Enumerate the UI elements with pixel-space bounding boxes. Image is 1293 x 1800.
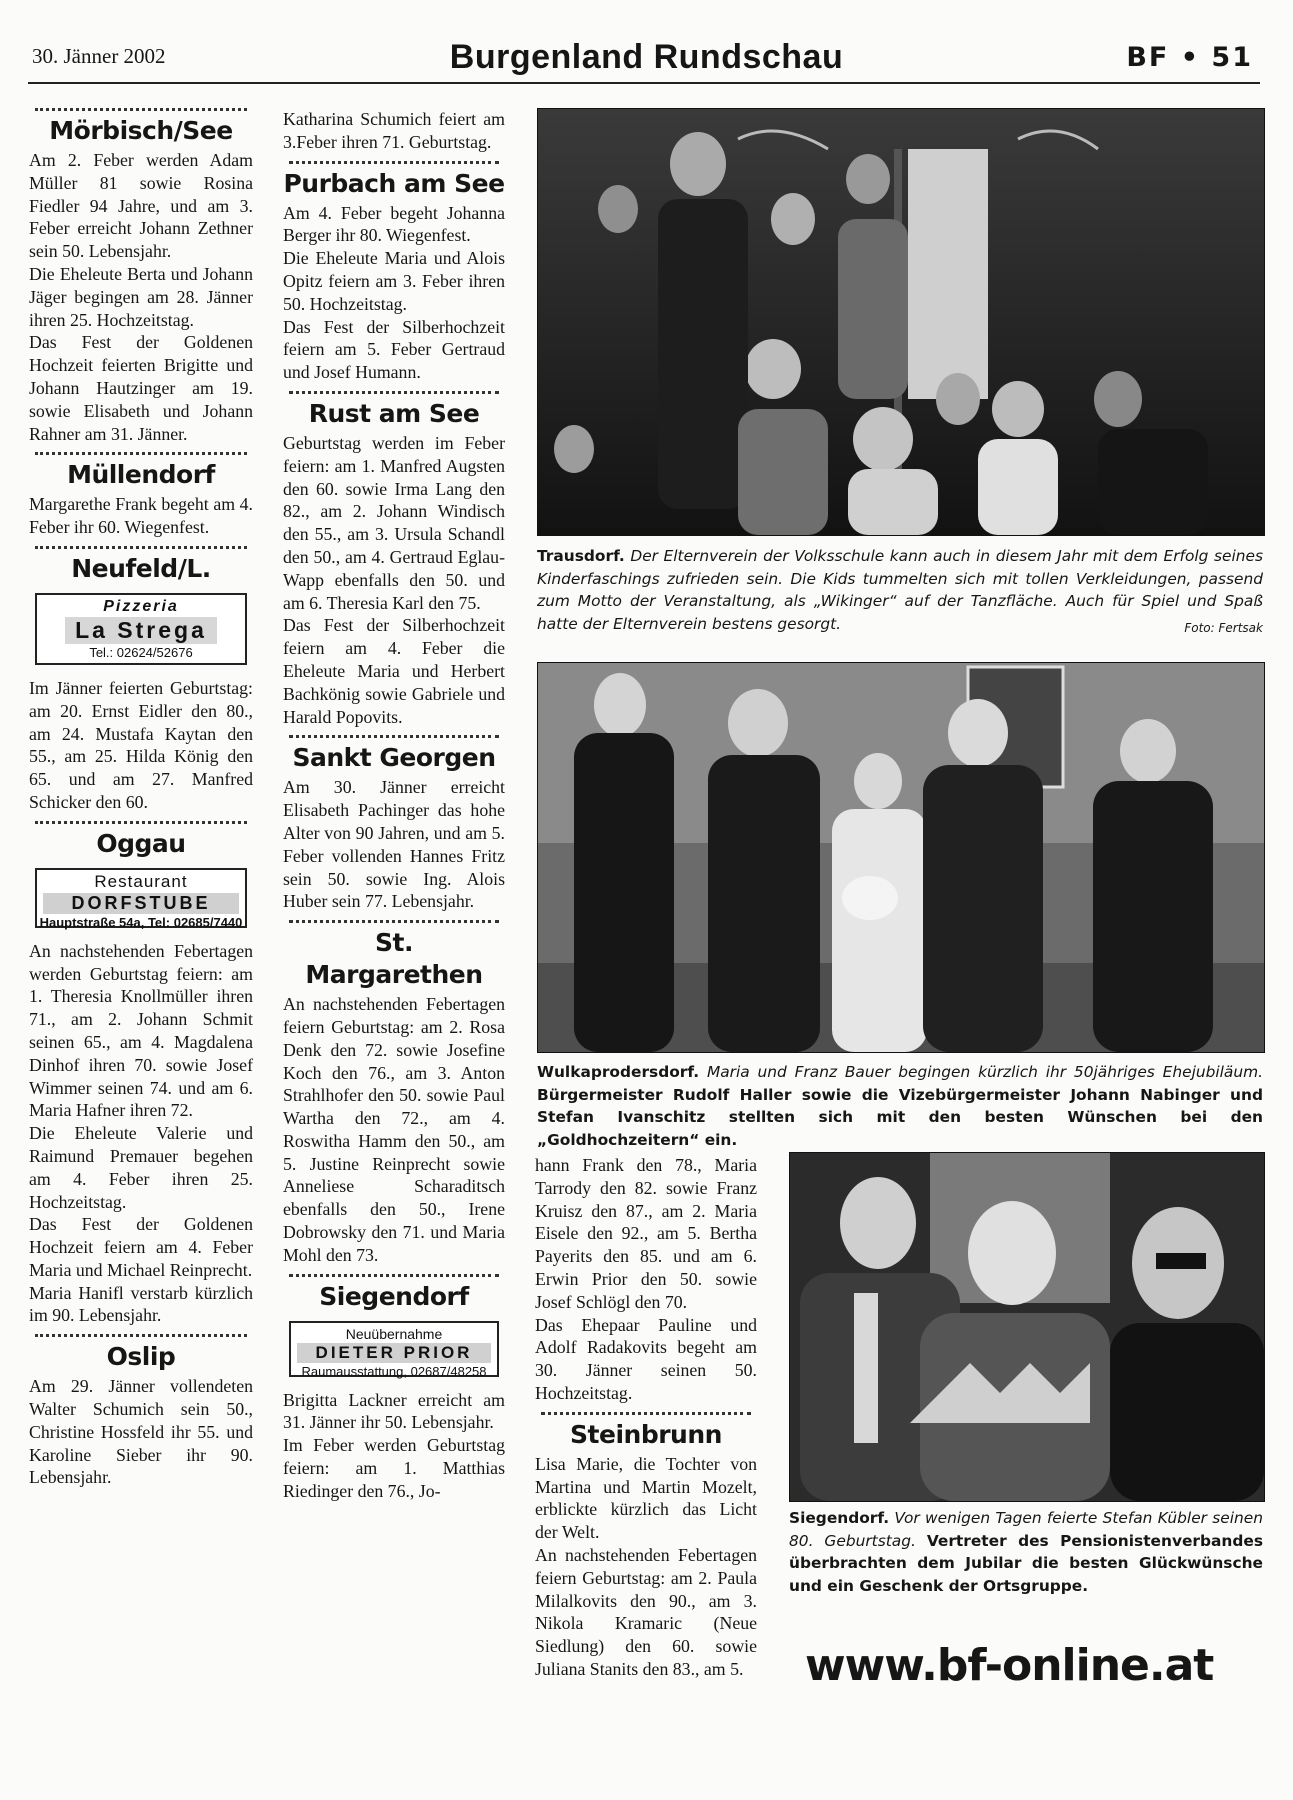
article-text: Lisa Marie, die Tochter von Martina und Martin Mozelt, erblickte kürzlich das Licht der Welt. xyxy=(535,1453,757,1543)
ad-line: DIETER PRIOR xyxy=(297,1343,491,1363)
article-text: Die Eheleute Maria und Alois Opitz feiern am 3. Feber ihren 50. Hochzeitstag. xyxy=(283,248,505,314)
article-text: Im Jänner feierten Geburtstag: am 20. Ernst Eidler den 80., am 24. Mustafa Kaytan den 55., am 25. Hilda König den 65. und am 27. Manfred Schicker den 60. xyxy=(29,677,253,812)
article-text: Im Feber werden Geburtstag feiern: am 1. Matthias Riedinger den 76., Jo- xyxy=(283,1435,505,1501)
dotted-divider xyxy=(289,920,499,923)
dotted-divider xyxy=(289,161,499,164)
article-text: Das Fest der Silberhochzeit feiern am 4. Feber die Eheleute Maria und Herbert Bachkönig sowie Gabriele und Harald Popovits. xyxy=(283,615,505,727)
advertisement-restaurant xyxy=(35,868,247,928)
article-text: An nachstehenden Febertagen werden Geburtstag feiern: am 1. Theresia Knollmüller ihren 71., am 2. Johann Schmit seinen 65., am 4. Magdalena Dinhof ihren 70. sowie Josef Wimmer seinen 74. und am 6. Maria Hafner ihren 72. xyxy=(29,940,253,1121)
article-text: Katharina Schumich feiert am 3.Feber ihren 71. Geburtstag. xyxy=(283,109,505,152)
caption-text-bold: Vertreter des Pensionistenverbandes überbrachten dem Jubilar die besten Glückwünsche und ein Geschenk der Ortsgruppe. xyxy=(789,1531,1263,1595)
column-1 xyxy=(29,108,253,1489)
advertisement-raumausstattung xyxy=(289,1321,499,1377)
photo-siegendorf-image xyxy=(790,1153,1264,1501)
caption-text: Maria und Franz Bauer begingen kürzlich ihr 50jähriges Ehejubiläum. xyxy=(706,1063,1263,1081)
town-heading-moerbisch: Mörbisch/See xyxy=(49,116,233,145)
dotted-divider xyxy=(35,821,247,824)
ad-line: Tel.: 02624/52676 xyxy=(89,644,193,660)
article-text: Brigitta Lackner erreicht am 31. Jänner ihr 50. Lebensjahr. xyxy=(283,1389,505,1433)
dotted-divider xyxy=(35,546,247,549)
article-text: Am 2. Feber werden Adam Müller 81 sowie Rosina Fiedler 94 Jahre, und am 3. Feber erreicht Johann Zethner sein 50. Lebensjahr. xyxy=(29,150,253,262)
town-heading-st-margarethen: St. Margarethen xyxy=(305,928,483,990)
dotted-divider xyxy=(35,108,247,111)
caption-text-bold: Bürgermeister Rudolf Haller sowie die Vizebürgermeister Johann Nabinger und Stefan Ivanschitz stellten sich mit den besten Wünschen bei den „Goldhochzeitern“ ein. xyxy=(537,1085,1263,1149)
ad-line: La Strega xyxy=(65,617,217,644)
advertisement-pizzeria xyxy=(35,593,247,665)
caption-text: Der Elternverein der Volksschule kann auch in diesem Jahr mit dem Erfolg seines Kinderfaschings zufrieden sein. Die Kids tummelten sich mit tollen Verkleidungen, passend zum Motto der Veranstaltung, als „Wikinger“ auf der Tanzfläche. Auch für Spiel und Spaß hatte der Elternverein bestens gesorgt. xyxy=(537,547,1263,633)
photo-credit: Foto: Fertsak xyxy=(1184,620,1263,635)
newspaper-title: Burgenland Rundschau xyxy=(449,38,844,76)
article-text: An nachstehenden Febertagen feiern Geburtstag: am 2. Rosa Denk den 72. sowie Josefine Koch den 76., am 3. Anton Strahlhofer den 50. sowie Paul Wartha den 72., am 4. Roswitha Hamm den 50., am 5. Justine Reinprecht sowie Anneliese Scharaditsch ebenfalls den 50., Irene Dobrowsky den 71. und Maria Mohl den 73. xyxy=(283,994,505,1265)
town-heading-oslip: Oslip xyxy=(106,1342,176,1372)
dotted-divider xyxy=(35,452,247,455)
column-3 xyxy=(535,1154,757,1681)
page-number: BF • 51 xyxy=(1126,42,1253,73)
article-text: An nachstehenden Febertagen feiern Geburtstag: am 2. Paula Milalkovits den 90., am 3. Nikola Kramaric (Neue Siedlung) den 60. sowie Juliana Stanits den 83., am 5. xyxy=(535,1544,757,1679)
dotted-divider xyxy=(289,1274,499,1277)
caption-text: Vor wenigen Tagen feierte Stefan Kübler seinen 80. Geburtstag. xyxy=(789,1509,1263,1550)
town-heading-rust: Rust am See xyxy=(308,398,480,428)
ad-line: Neuübernahme xyxy=(345,1325,443,1342)
dotted-divider xyxy=(541,1412,751,1415)
article-text: Das Fest der Silberhochzeit feiern am 5. Feber Gertraud und Josef Humann. xyxy=(283,316,505,383)
article-text: Die Eheleute Berta und Johann Jäger begingen am 28. Jänner ihren 25. Hochzeitstag. xyxy=(29,263,253,330)
ad-line: DORFSTUBE xyxy=(43,893,239,914)
town-heading-steinbrunn: Steinbrunn xyxy=(570,1419,722,1449)
photo-siegendorf-birthday xyxy=(789,1152,1265,1502)
article-text: Am 30. Jänner erreicht Elisabeth Pachinger das hohe Alter von 90 Jahren, und am 5. Feber vollenden Hannes Fritz sein 50. sowie Ing. Alois Huber sein 77. Lebensjahr. xyxy=(283,777,505,912)
article-text: Am 4. Feber begeht Johanna Berger ihr 80. Wiegenfest. xyxy=(283,202,505,246)
dotted-divider xyxy=(289,735,499,738)
caption-trausdorf xyxy=(537,545,1263,639)
header-rule xyxy=(28,82,1260,84)
caption-place: Wulkaprodersdorf. xyxy=(537,1063,700,1081)
town-heading-purbach: Purbach am See xyxy=(283,168,505,198)
issue-date: 30. Jänner 2002 xyxy=(32,44,166,68)
article-text: Die Eheleute Valerie und Raimund Premauer begehen am 4. Feber ihren 25. Hochzeitstag. xyxy=(29,1123,253,1212)
ad-line: Hauptstraße 54a, Tel: 02685/7440 xyxy=(39,914,243,930)
article-text: Am 29. Jänner vollendeten Walter Schumich sein 50., Christine Hossfeld ihr 55. und Karoline Sieber ihr 90. Lebensjahr. xyxy=(29,1376,253,1488)
town-heading-muellendorf: Müllendorf xyxy=(67,460,215,490)
article-text: hann Frank den 78., Maria Tarrody den 82. sowie Franz Kruisz den 87., am 2. Maria Eisele den 92., am 5. Bertha Payerits den 85. und am 6. Erwin Prior den 50. sowie Josef Schlögl den 70. xyxy=(535,1155,757,1312)
caption-wulkaprodersdorf xyxy=(537,1061,1263,1151)
town-heading-siegendorf: Siegendorf xyxy=(319,1281,469,1311)
article-text: Margarethe Frank begeht am 4. Feber ihr 60. Wiegenfest. xyxy=(29,494,253,538)
article-text: Das Fest der Goldenen Hochzeit feierten Brigitte und Johann Hautzinger am 19. sowie Elisabeth und Johann Rahner am 31. Jänner. xyxy=(29,332,253,444)
dotted-divider xyxy=(289,391,499,394)
photo-wulkaprodersdorf-image xyxy=(538,663,1264,1052)
dotted-divider xyxy=(35,1334,247,1337)
article-text: Maria Hanifl verstarb kürzlich im 90. Lebensjahr. xyxy=(29,1282,253,1326)
ad-line: Pizzeria xyxy=(103,597,179,615)
ad-line: Restaurant xyxy=(94,871,188,891)
photo-trausdorf-carnival xyxy=(537,108,1265,536)
town-heading-oggau: Oggau xyxy=(96,828,186,858)
website-url[interactable]: www.bf-online.at xyxy=(805,1640,1214,1691)
column-2 xyxy=(283,108,505,1503)
photo-wulkaprodersdorf-group xyxy=(537,662,1265,1053)
caption-place: Trausdorf. xyxy=(537,547,625,565)
article-text: Das Ehepaar Pauline und Adolf Radakovits begeht am 30. Jänner seinen 50. Hochzeitstag. xyxy=(535,1314,757,1403)
article-text: Geburtstag werden im Feber feiern: am 1. Manfred Augsten den 60. sowie Irma Lang den 82., am 2. Johann Windisch den 55., am 3. Ursula Schandl den 50., am 4. Gertraud Eglau-Wapp ebenfalls den 50. und am 6. Theresia Karl den 75. xyxy=(283,432,505,613)
photo-trausdorf-image xyxy=(538,109,1264,535)
caption-siegendorf xyxy=(789,1507,1263,1597)
article-text: Das Fest der Goldenen Hochzeit feiern am 4. Feber Maria und Michael Reinprecht. xyxy=(29,1214,253,1280)
town-heading-sankt-georgen: Sankt Georgen xyxy=(292,743,496,773)
caption-place: Siegendorf. xyxy=(789,1509,890,1527)
town-heading-neufeld: Neufeld/L. xyxy=(71,553,211,583)
ad-line: Raumausstattung, 02687/48258 xyxy=(301,1363,487,1379)
